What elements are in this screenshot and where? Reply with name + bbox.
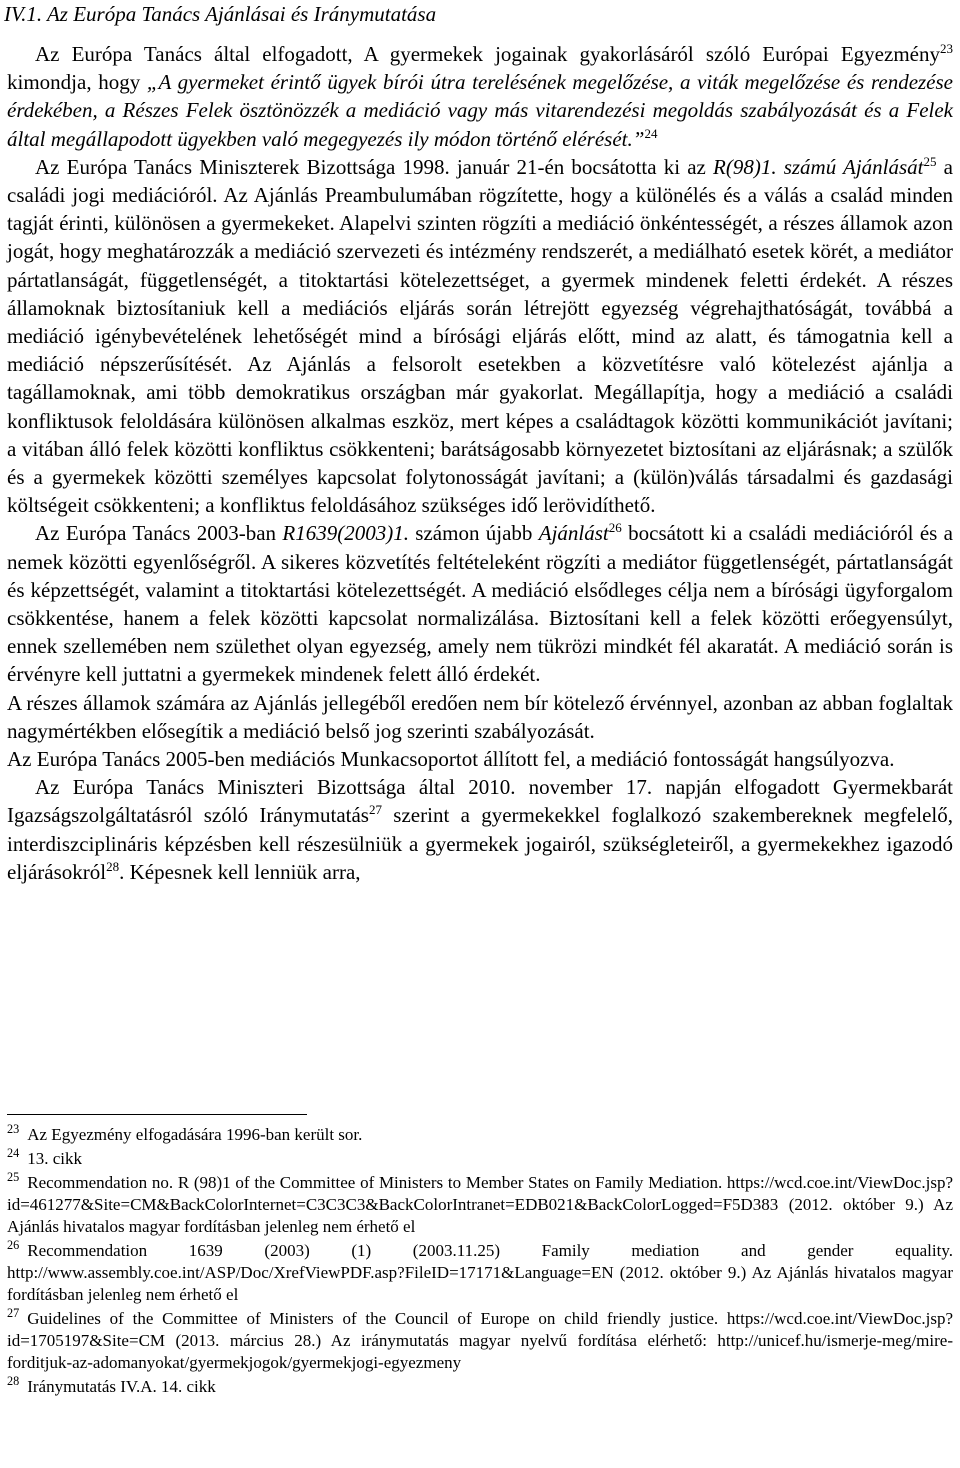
footnotes <box>7 1124 953 1398</box>
footnote-ref: 26 <box>608 520 622 536</box>
text-run: Az Európa Tanács 2003-ban <box>35 521 283 546</box>
footnote <box>7 1240 953 1306</box>
italic-text: R(98)1. számú Ajánlását <box>713 154 924 179</box>
footnote-number: 25 <box>7 1170 20 1185</box>
footnote <box>7 1124 953 1146</box>
footnote-text: Recommendation no. R (98)1 of the Committee of Ministers to Member States on Family Mediation. https://wcd.coe.int/ViewDoc.jsp?id=461277&Site=CM&BackColorInternet=C3C3C3&BackColorIntranet=EDB021&BackColorLogged=F5D383 (2012. október 9.) Az Ajánlás hivatalos magyar fordításban jelenleg nem érhető el <box>7 1173 953 1236</box>
footnote-number: 23 <box>7 1122 20 1137</box>
paragraph <box>7 40 953 153</box>
text-run: kimondja, hogy <box>7 70 147 95</box>
italic-text: R1639(2003)1. <box>282 521 409 546</box>
section-heading: IV.1. Az Európa Tanács Ajánlásai és Iránymutatása <box>4 2 437 26</box>
text-run: Az Európa Tanács által elfogadott, A gyermekek jogainak gyakorlásáról szóló Európai Egyezmény <box>35 42 940 66</box>
footnote-text: Az Egyezmény elfogadására 1996-ban került sor. <box>27 1125 363 1144</box>
footnote-ref: 28 <box>106 858 120 874</box>
text-run: bocsátott ki a családi mediációról és a nemek közötti egyenlőségről. A sikeres közvetítés feltételeként rögzíti a mediátor függetlenségét, pártatlanságát és képzettségét, valamint a titoktartási kötelezettségét. A mediáció elsődleges célja nem a bírósági ügyforgalom csökkentése, hanem a felek közötti kapcsolat normalizálása. Biztosítani kell a felek közötti erőegyensúlyt, ennek szellemében nem születhet olyan egyezség, amely nem tükrözi mindkét fél akaratát. A mediáció során is érvényre kell juttatni a gyermekek mindenek felett álló érdekét. <box>7 521 953 687</box>
footnote-text: Iránymutatás IV.A. 14. cikk <box>27 1377 216 1396</box>
footnote-number: 26 <box>7 1238 20 1253</box>
text-run: Az Európa Tanács Miniszteri Bizottsága által 2010. november 17. napján elfogadott Gyermekbarát Igazságszolgáltatásról szóló Iránymutatás <box>7 775 953 828</box>
text-run: . Képesnek kell lenniük arra, <box>119 859 361 884</box>
footnote-text: 13. cikk <box>27 1149 83 1168</box>
text-run: a családi jogi mediációról. Az Ajánlás Preambulumában rögzítette, hogy a különélés és a válás a család minden tagját érinti, különösen a gyermekeket. Alapelvi szinten rögzíti a mediáció önkéntességét, a részes államok azon jogát, hogy meghatározzák a mediáció szervezeti és intézmény rendszerét, a mediálható esetek körét, a mediátor pártatlanságát, függetlenségét, a titoktartási kötelezettséget, a gyermek mindenek feletti érdekét. A részes államoknak biztosítaniuk kell a mediációs eljárás során létrejött egyezség végrehajthatóságát, továbbá a mediáció igénybevételének lehetőségét mind a bírósági eljárás előtt, mind az alatt, és támogatnia kell a mediáció népszerűsítését. Az Ajánlás a felsorolt esetekben a közvetítésre való kötelezést ajánlja a tagállamoknak, ami több demokratikus országban már gyakorlat. Megállapítja, hogy a mediáció a családi konfliktusok feloldására különösen alkalmas eszköz, mert képes a családtagok közötti kommunikációt javítani; a vitában álló felek közötti konfliktus csökkenteni; barátságosabb környezetet biztosítani az eljárásnak; a szülők és a gyermekek közötti személyes kapcsolat folytonosságát javítani; a (külön)válás társadalmi és gazdasági költségeit csökkenteni; a konfliktus feloldásához szükséges idő lerövidíthető. <box>7 154 953 518</box>
footnote-text: Guidelines of the Committee of Ministers of the Council of Europe on child friendly justice. https://wcd.coe.int/ViewDoc.jsp?id=1705197&Site=CM (2013. március 28.) Az iránymutatás magyar nyelvű fordítása elérhető: http://unicef.hu/ismerje-meg/mire-forditjuk-az-adomanyokat/gyermekjogok/gyermekjogi-egyezmeny <box>7 1309 953 1372</box>
italic-text: Ajánlást <box>538 521 609 546</box>
text-run: A részes államok számára az Ajánlás jellegéből eredően nem bír kötelező érvénnyel, azonban az abban foglaltak nagymértékben elősegítik a mediáció belső jog szerinti szabályozását. <box>7 690 953 743</box>
footnote-ref: 25 <box>923 153 937 169</box>
body-text <box>7 40 953 886</box>
paragraph <box>7 153 953 520</box>
footnote-number: 27 <box>7 1306 20 1321</box>
footnote-ref: 24 <box>644 125 658 141</box>
footnote <box>7 1376 953 1398</box>
paragraph <box>7 745 953 773</box>
footnote <box>7 1148 953 1170</box>
text-run: szerint a gyermekekkel foglalkozó szakembereknek megfelelő, interdiszciplináris képzésben kell részesülniük a gyermekek jogairól, szükségleteiről, a gyermekekhez igazodó eljárásokról <box>7 803 953 884</box>
paragraph <box>7 689 953 745</box>
footnote-separator <box>7 1114 307 1115</box>
text-run: Az Európa Tanács Miniszterek Bizottsága 1998. január 21-én bocsátotta ki az <box>35 154 713 179</box>
italic-text: ” <box>632 126 645 151</box>
footnote-ref: 27 <box>368 802 382 818</box>
text-run: Az Európa Tanács 2005-ben mediációs Munkacsoportot állított fel, a mediáció fontosságát hangsúlyozva. <box>7 747 895 772</box>
footnote-number: 24 <box>7 1146 20 1161</box>
footnote-ref: 23 <box>939 41 953 56</box>
paragraph <box>7 519 953 688</box>
paragraph <box>7 773 953 886</box>
footnote <box>7 1172 953 1238</box>
italic-text: „A gyermeket érintő ügyek bírói útra terelésének megelőzése, a viták megelőzése és rendezése érdekében, a Részes Felek ösztönözzék a mediáció vagy más vitarendezési megoldás szabályozását és a Felek által megállapodott ügyekben való megegyezés ily módon történő elérését. <box>7 70 953 151</box>
text-run: számon újabb <box>408 521 539 546</box>
footnote-text: Recommendation 1639 (2003) (1) (2003.11.25) Family mediation and gender equality. http://www.assembly.coe.int/ASP/Doc/XrefViewPDF.asp?FileID=17171&Language=EN (2012. október 9.) Az Ajánlás hivatalos magyar fordításban jelenleg nem érhető el <box>7 1241 953 1304</box>
footnote <box>7 1308 953 1374</box>
footnote-number: 28 <box>7 1374 20 1389</box>
